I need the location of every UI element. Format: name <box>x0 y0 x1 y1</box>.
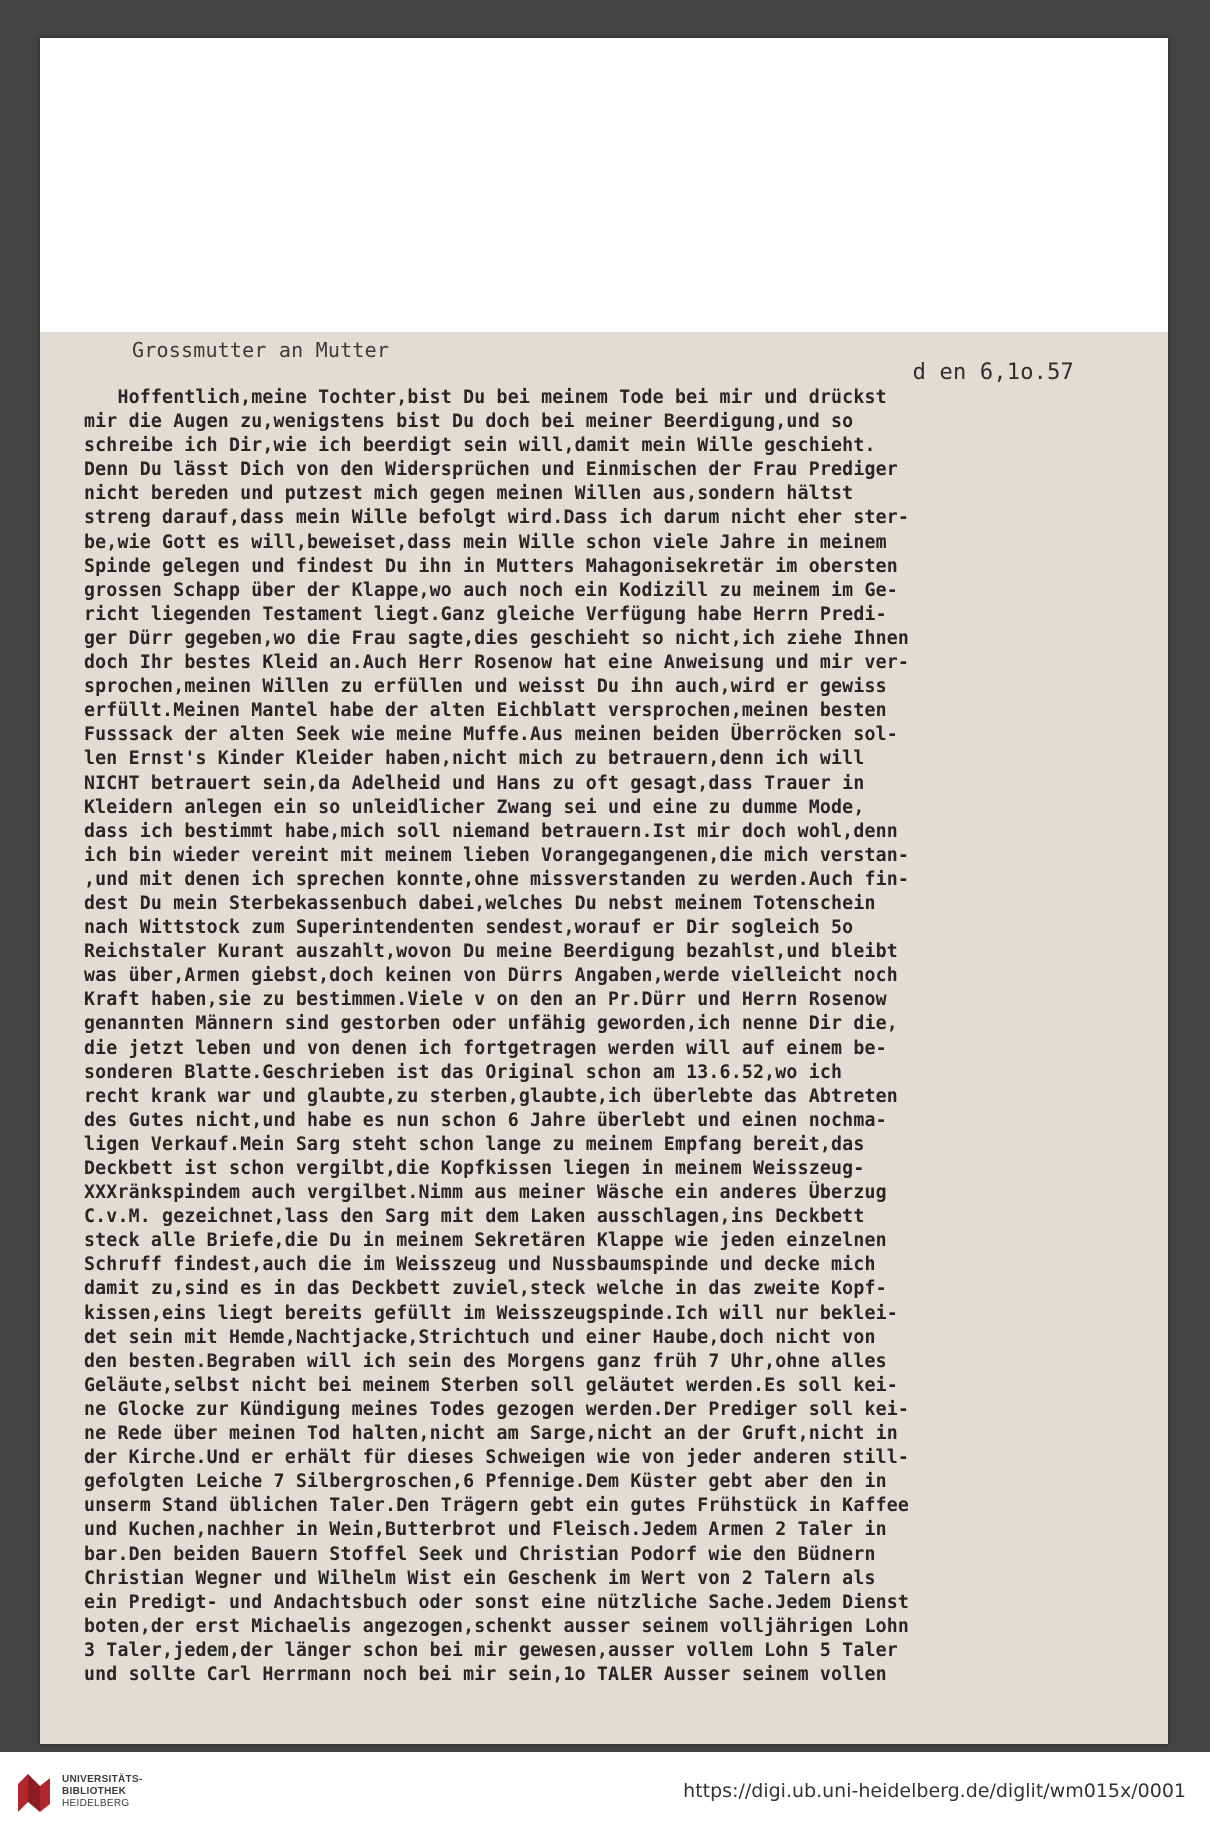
text-line: ne Glocke zur Kündigung meines Todes gezogen werden.Der Prediger soll kei- <box>84 1398 910 1420</box>
library-logo-text <box>62 1774 143 1810</box>
logo-line-1: UNIVERSITÄTS- <box>62 1774 143 1785</box>
letter-heading: Grossmutter an Mutter <box>132 338 390 362</box>
text-line: recht krank war und glaubte,zu sterben,glaubte,ich überlebte das Abtreten <box>84 1085 898 1107</box>
text-line: schreibe ich Dir,wie ich beerdigt sein will,damit mein Wille geschieht. <box>84 435 876 457</box>
blank-top-area <box>40 38 1168 332</box>
text-line: doch Ihr bestes Kleid an.Auch Herr Rosenow hat eine Anweisung und mir ver- <box>84 652 910 674</box>
scanned-page <box>40 38 1168 1744</box>
text-line: C.v.M. gezeichnet,lass den Sarg mit dem Laken ausschlagen,ins Deckbett <box>84 1206 865 1228</box>
text-line: und Kuchen,nachher in Wein,Butterbrot und Fleisch.Jedem Armen 2 Taler in <box>84 1519 887 1541</box>
text-line: sprochen,meinen Willen zu erfüllen und weisst Du ihn auch,wird er gewiss <box>84 676 887 698</box>
letter-date: d en 6,1o.57 <box>912 360 1074 385</box>
text-line: bar.Den beiden Bauern Stoffel Seek und Christian Podorf wie den Büdnern <box>84 1543 876 1565</box>
text-line: dest Du mein Sterbekassenbuch dabei,welches Du nebst meinem Totenschein <box>84 892 876 914</box>
text-line: len Ernst's Kinder Kleider haben,nicht mich zu betrauern,denn ich will <box>84 748 865 770</box>
text-line: nach Wittstock zum Superintendenten sendest,worauf er Dir sogleich 5o <box>84 917 854 939</box>
text-line: der Kirche.Und er erhält für dieses Schweigen wie von jeder anderen still- <box>84 1447 910 1469</box>
text-line: sonderen Blatte.Geschrieben ist das Original schon am 13.6.52,wo ich <box>84 1061 843 1083</box>
text-line: richt liegenden Testament liegt.Ganz gleiche Verfügung habe Herrn Predi- <box>84 603 887 625</box>
letter-body <box>84 386 1152 1687</box>
text-line: Christian Wegner und Wilhelm Wist ein Geschenk im Wert von 2 Talern als <box>84 1567 876 1589</box>
text-line: Hoffentlich,meine Tochter,bist Du bei meinem Tode bei mir und drückst <box>84 387 887 408</box>
text-line: boten,der erst Michaelis angezogen,schenkt ausser seinem volljährigen Lohn <box>84 1615 910 1637</box>
text-line: be,wie Gott es will,beweiset,dass mein Wille schon viele Jahre in meinem <box>84 531 887 553</box>
text-line: Deckbett ist schon vergilbt,die Kopfkissen liegen in meinem Weisszeug- <box>84 1158 865 1179</box>
text-line: mir die Augen zu,wenigstens bist Du doch bei meiner Beerdigung,und so <box>84 411 854 433</box>
text-line: kissen,eins liegt bereits gefüllt im Weisszeugspinde.Ich will nur beklei- <box>84 1302 898 1324</box>
text-line: dass ich bestimmt habe,mich soll niemand betrauern.Ist mir doch wohl,denn <box>84 820 898 842</box>
text-line: ein Predigt- und Andachtsbuch oder sonst eine nützliche Sache.Jedem Dienst <box>84 1591 910 1613</box>
text-line: was über,Armen giebst,doch keinen von Dürrs Angaben,werde vielleicht noch <box>84 965 898 987</box>
text-line: Fusssack der alten Seek wie meine Muffe.Aus meinen beiden Überröcken sol- <box>84 724 898 746</box>
logo-line-2: BIBLIOTHEK <box>62 1786 127 1797</box>
text-line: streng darauf,dass mein Wille befolgt wird.Dass ich darum nicht eher ster- <box>84 507 910 529</box>
text-line: ger Dürr gegeben,wo die Frau sagte,dies geschieht so nicht,ich ziehe Ihnen <box>84 627 910 649</box>
text-line: damit zu,sind es in das Deckbett zuviel,steck welche in das zweite Kopf- <box>84 1278 887 1300</box>
text-line: Geläute,selbst nicht bei meinem Sterben soll geläutet werden.Es soll kei- <box>84 1374 898 1396</box>
text-line: 3 Taler,jedem,der länger schon bei mir gewesen,ausser vollem Lohn 5 Taler <box>84 1639 898 1661</box>
page-footer <box>0 1752 1210 1838</box>
text-line: genannten Männern sind gestorben oder unfähig geworden,ich nenne Dir die, <box>84 1013 898 1035</box>
text-line: XXXränkspindem auch vergilbet.Nimm aus meiner Wäsche ein anderes Überzug <box>84 1182 887 1204</box>
text-line: Reichstaler Kurant auszahlt,wovon Du meine Beerdigung bezahlst,und bleibt <box>84 941 898 963</box>
logo-line-3: HEIDELBERG <box>62 1798 130 1809</box>
library-logo[interactable] <box>14 1764 154 1824</box>
text-line: erfüllt.Meinen Mantel habe der alten Eichblatt versprochen,meinen besten <box>84 700 887 722</box>
text-line: ligen Verkauf.Mein Sarg steht schon lange zu meinem Empfang bereit,das <box>84 1133 865 1155</box>
typewritten-letter <box>84 338 1152 1687</box>
text-line: des Gutes nicht,und habe es nun schon 6 Jahre überlebt und einen nochma- <box>84 1109 887 1131</box>
text-line: gefolgten Leiche 7 Silbergroschen,6 Pfennige.Dem Küster gebt aber den in <box>84 1471 887 1493</box>
text-line: Kleidern anlegen ein so unleidlicher Zwang sei und eine zu dumme Mode, <box>84 796 865 818</box>
text-line: die jetzt leben und von denen ich fortgetragen werden will auf einem be- <box>84 1037 887 1059</box>
text-line: den besten.Begraben will ich sein des Morgens ganz früh 7 Uhr,ohne alles <box>84 1350 887 1372</box>
text-line: nicht bereden und putzest mich gegen meinen Willen aus,sondern hältst <box>84 483 854 505</box>
text-line: Denn Du lässt Dich von den Widersprüchen und Einmischen der Frau Prediger <box>84 459 898 481</box>
text-line: ich bin wieder vereint mit meinem lieben Vorangegangenen,die mich verstan- <box>84 844 910 866</box>
text-line: Kraft haben,sie zu bestimmen.Viele v on den an Pr.Dürr und Herrn Rosenow <box>84 989 887 1011</box>
text-line: ne Rede über meinen Tod halten,nicht am Sarge,nicht an der Gruft,nicht in <box>84 1423 898 1445</box>
text-line: grossen Schapp über der Klappe,wo auch noch ein Kodizill zu meinem im Ge- <box>84 579 898 601</box>
text-line: NICHT betrauert sein,da Adelheid und Hans zu oft gesagt,dass Trauer in <box>84 772 865 794</box>
text-line: ,und mit denen ich sprechen konnte,ohne missverstanden zu werden.Auch fin- <box>84 868 910 890</box>
library-logo-icon <box>14 1770 54 1816</box>
text-line: Spinde gelegen und findest Du ihn in Mutters Mahagonisekretär im obersten <box>84 555 898 577</box>
text-line: und sollte Carl Herrmann noch bei mir sein,1o TALER Ausser seinem vollen <box>84 1663 887 1685</box>
text-line: Schruff findest,auch die im Weisszeug und Nussbaumspinde und decke mich <box>84 1254 876 1276</box>
permalink-url[interactable]: https://digi.ub.uni-heidelberg.de/diglit/wm015x/0001 <box>683 1780 1186 1802</box>
text-line: det sein mit Hemde,Nachtjacke,Strichtuch und einer Haube,doch nicht von <box>84 1326 876 1348</box>
text-line: steck alle Briefe,die Du in meinem Sekretären Klappe wie jeden einzelnen <box>84 1230 887 1252</box>
text-line: unserm Stand üblichen Taler.Den Trägern gebt ein gutes Frühstück in Kaffee <box>84 1495 910 1517</box>
